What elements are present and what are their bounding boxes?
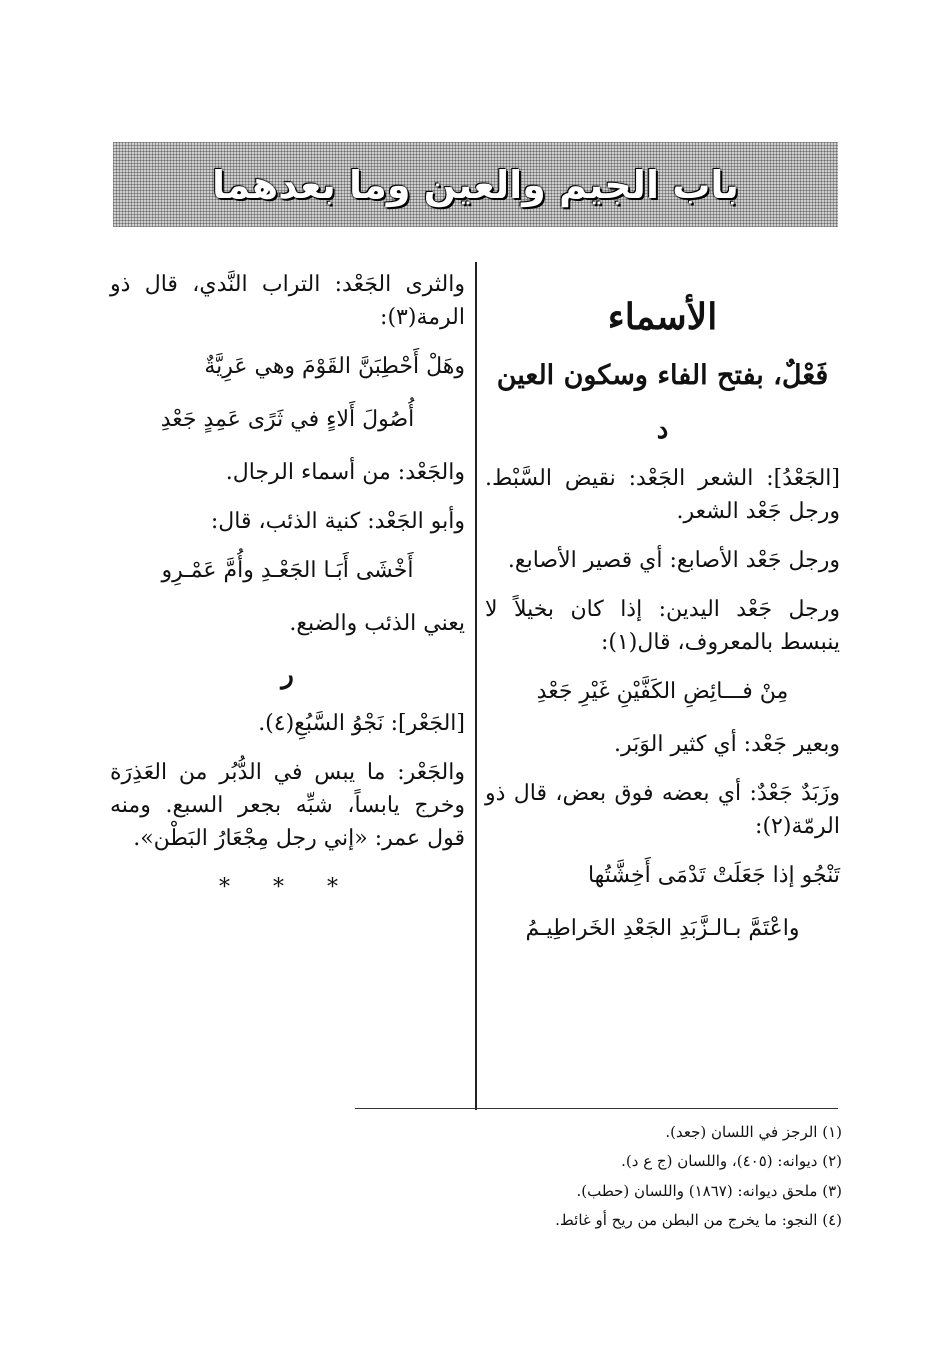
heading-pattern: فَعْلٌ، بفتح الفاء وسكون العين [496, 360, 829, 391]
right-column [485, 290, 840, 965]
entry-paragraph: وأبو الجَعْد: كنية الذئب، قال: [210, 509, 465, 534]
footnote-rule [355, 1108, 838, 1109]
footnote: (٢) ديوانه: (٤٠٥)، واللسان (ج ع د). [621, 1152, 842, 1171]
entry-paragraph: [الجَعْر]: نَجْوُ السَّبُعِ(٤). [258, 711, 465, 736]
entry-paragraph: يعني الذئب والضبع. [289, 611, 465, 636]
section-banner [113, 142, 838, 227]
entry-paragraph: والجَعْر: ما يبس في الدُّبُر من العَذِرَة وخرج يابساً، شبِّه بجعر السبع. ومنه قول عمر: «إني رجل مِجْعَارُ البَطْن». [110, 760, 465, 851]
letter-heading-dal: د [656, 414, 669, 445]
entry-paragraph: وزَبَدٌ جَعْدٌ: أي بعضه فوق بعض، قال ذو الرمّة(٢): [485, 780, 840, 839]
entry-paragraph: ورجل جَعْد اليدين: إذا كان بخيلاً لا ينبسط بالمعروف، قال(١): [485, 596, 840, 655]
footnotes [355, 1118, 842, 1235]
footnote: (٣) ملحق ديوانه: (١٨٦٧) واللسان (حطب). [576, 1181, 842, 1200]
letter-heading-ra: ر [281, 660, 294, 690]
footnote: (٤) النجو: ما يخرج من البطن من ريح أو غائط. [555, 1210, 842, 1229]
entry-paragraph: والثرى الجَعْد: التراب النَّدي، قال ذو الرمة(٣): [110, 272, 465, 330]
column-divider [475, 262, 477, 1110]
section-title: باب الجيم والعين وما بعدهما [212, 162, 739, 207]
entry-paragraph: [الجَعْدُ]: الشعر الجَعْد: نقيض السَّبْط. ورجل جَعْد الشعر. [485, 465, 840, 524]
verse-line: وهَلْ أَحْطِبَنَّ القَوْمَ وهي عَرِيَّةٌ [204, 354, 465, 379]
verse-line: واعْتَمَّ بـالـزَّبَدِ الجَعْدِ الخَراطِيـمُ [525, 915, 800, 941]
entry-paragraph: ورجل جَعْد الأصابع: أي قصير الأصابع. [507, 547, 840, 573]
verse-line: أَخْشَى أَبَـا الجَعْـدِ وأُمَّ عَمْـرِو [161, 558, 414, 583]
entry-paragraph: وبعير جَعْد: أي كثير الوَبَر. [614, 731, 840, 757]
verse-line: أُصُولَ أَلاءٍ في ثَرًى عَمِدٍ جَعْدِ [160, 407, 415, 432]
verse-line: تَنْجُو إذا جَعَلَتْ تَدْمَى أَخِشَّتُها [587, 862, 840, 888]
entry-paragraph: والجَعْد: من أسماء الرجال. [225, 460, 465, 485]
verse-line: مِنْ فـــائِضِ الكَفَّيْنِ غَيْرِ جَعْدِ [536, 678, 789, 704]
heading-names: الأسماء [607, 296, 718, 338]
footnote: (١) الرجز في اللسان (جعد). [665, 1123, 842, 1141]
section-end-stars: * * * [219, 875, 356, 900]
left-column [110, 268, 465, 904]
